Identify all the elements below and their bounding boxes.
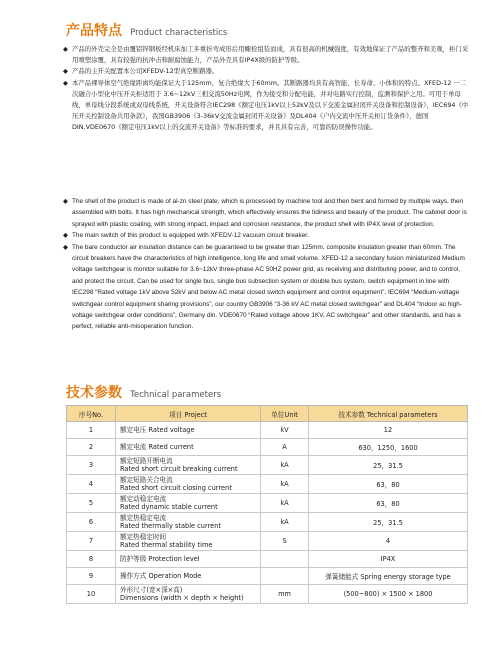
characteristics-list-cn xyxy=(63,44,469,134)
list-item xyxy=(63,242,469,333)
cell-project xyxy=(116,551,261,568)
table-row xyxy=(67,494,468,513)
cell-project xyxy=(116,585,261,604)
list-item xyxy=(63,196,469,230)
cell-project xyxy=(116,568,261,585)
table-row xyxy=(67,568,468,585)
table-row xyxy=(67,475,468,494)
table-row xyxy=(67,513,468,532)
cell-unit: kA xyxy=(261,456,309,475)
cell-no: 4 xyxy=(67,475,116,494)
project-cn: 额定热稳定时间 xyxy=(120,532,167,541)
project-cn: 额定电流 Rated current xyxy=(120,442,194,451)
project-en: Rated dynamic stable current xyxy=(120,503,218,511)
technical-parameters-table xyxy=(66,405,468,604)
cell-unit: S xyxy=(261,532,309,551)
bullet-text: The shell of the product is made of al-zn steel plate, which is processed by machine tool and then bent and formed by multiple ways, then assembled with bolts. It has high mechanical strength, which effectively ensures the tidiness and beauty of the product. The cabinet door is sprayed with plastic coating, with strong impact, impact and corrosion resistance, the product shell with IP4X level of protection. xyxy=(72,198,467,228)
diamond-bullet-icon: ◆ xyxy=(63,232,68,240)
list-item xyxy=(63,230,469,241)
project-cn: 额定短路开断电流 xyxy=(120,456,173,465)
header-params: 技术参数 Technical parameters xyxy=(309,406,468,422)
diamond-bullet-icon: ◆ xyxy=(63,243,68,251)
header-unit: 单位Unit xyxy=(261,406,309,422)
table-row xyxy=(67,456,468,475)
cell-no: 8 xyxy=(67,551,116,568)
diamond-bullet-icon: ◆ xyxy=(63,67,68,76)
cell-project xyxy=(116,456,261,475)
heading-cn: 产品特点 xyxy=(66,23,122,39)
header-no: 序号No. xyxy=(67,406,116,422)
cell-value: 63，80 xyxy=(309,475,468,494)
project-cn: 操作方式 Operation Mode xyxy=(120,571,202,580)
project-cn: 额定短路关合电流 xyxy=(120,475,173,484)
bullet-text: 本产品裸导体空气绝缘距离均能保证大于125mm，复合绝缘大于60mm。其断路器均具有高智能、长寿命、小体积的特点。XFED-12 一二次融合小型化中压开关柜适用于 3.6~12kV三相交流50Hz电网，作为接受和分配电能，并对电路实行控制，监测和保护之用。可用于单母线，单母线分段系统或双母线系统，开关设备符合IEC298《额定电压1kV以上52kV及以下交流金属封闭开关设备和控制设备》，IEC694《中压开关控制设备共用条款》，我国GB3906《3-36kV交流金属封闭开关设备》及DL404《户内交流中压开关柜订货条件》，德国DIN.VDE0670《额定电压1kV以上的交流开关设备》等标准的要求，并且具有完善，可靠的防误操作功能。 xyxy=(72,78,469,132)
project-en: Rated short circuit breaking current xyxy=(120,465,238,473)
cell-project xyxy=(116,422,261,439)
heading-en: Product characteristics xyxy=(130,28,228,38)
cell-no: 9 xyxy=(67,568,116,585)
cell-unit: kA xyxy=(261,513,309,532)
project-en: Rated short circuit closing current xyxy=(120,484,232,492)
list-item xyxy=(63,66,469,77)
cell-no: 7 xyxy=(67,532,116,551)
cell-value: (500~800) × 1500 × 1800 xyxy=(309,585,468,604)
bullet-text: The main switch of this product is equipped with XFEDV-12 vacuum circuit breaker. xyxy=(72,232,309,240)
cell-no: 2 xyxy=(67,439,116,456)
cell-project xyxy=(116,494,261,513)
cell-unit xyxy=(261,551,309,568)
cell-value: 12 xyxy=(309,422,468,439)
project-en: Rated thermal stability time xyxy=(120,541,213,549)
cell-no: 10 xyxy=(67,585,116,604)
cell-unit xyxy=(261,568,309,585)
cell-value: 25，31.5 xyxy=(309,513,468,532)
cell-project xyxy=(116,439,261,456)
cell-unit: mm xyxy=(261,585,309,604)
list-item xyxy=(63,78,469,134)
bullet-text: The bare conductor air insulation distance can be guaranteed to be greater than 125mm, composite insulation greater than 60mm. The circuit breakers have the characteristics of high intelligence, long life and small volume. XFED-12 a secondary fusion miniaturized Medium voltage switchgear is monitor suitable for 3.6~12kV three-phase AC 50HZ power grid, as receiving and distributing power, and to control, and protect the circuit. Can be used for single bus, single bus subsection system or double bus system, switch equipment in line with IEC298 “Rated voltage 1kV above 52kV and below AC metal closed switch equipment and control equipment”, IEC694 “Medium-voltage switchgear control equipment sharing provisions”, our country GB3906 “3-36 kV AC metal closed switchgear” and DL404 “Indoor ac high-voltage switchgear order conditions”, Germany din. VDE0670 “Rated voltage above 1KV, AC switchgear” and other standards, and has a perfect, reliable anti-misoperation function. xyxy=(72,243,465,331)
project-en: Dimensions (width × depth × height) xyxy=(120,594,244,602)
characteristics-list-en xyxy=(63,196,469,333)
cell-project xyxy=(116,513,261,532)
project-en: Rated thermally stable current xyxy=(120,522,221,530)
heading-cn: 技术参数 xyxy=(66,385,122,401)
cell-value: 630，1250，1600 xyxy=(309,439,468,456)
list-item xyxy=(63,44,469,66)
cell-value: 25，31.5 xyxy=(309,456,468,475)
project-cn: 额定热稳定电流 xyxy=(120,513,167,522)
project-cn: 额定电压 Rated voltage xyxy=(120,425,195,434)
project-cn: 额定动稳定电流 xyxy=(120,494,167,503)
diamond-bullet-icon: ◆ xyxy=(63,198,68,205)
table-row xyxy=(67,422,468,439)
table-row xyxy=(67,532,468,551)
diamond-bullet-icon: ◆ xyxy=(63,78,68,87)
bullet-text: 产品的主开关配置本公司XFEDV-12型真空断路器。 xyxy=(72,67,219,76)
header-project: 项目 Project xyxy=(116,406,261,422)
cell-value: 4 xyxy=(309,532,468,551)
diamond-bullet-icon: ◆ xyxy=(63,45,68,53)
table-row xyxy=(67,551,468,568)
product-characteristics-heading xyxy=(66,20,227,40)
heading-en: Technical parameters xyxy=(130,390,222,400)
cell-value: 63，80 xyxy=(309,494,468,513)
bullet-text: 产品的外壳完全是由覆铝锌钢板经机床加工多重折弯成形后用螺栓组装而成，具有很高的机械强度，有效地保证了产品的整齐和美观，柜门采用喷塑涂覆，具有较强的抗冲击和耐腐蚀能力，产品外壳具有IP4X级的防护等级。 xyxy=(72,45,469,65)
project-cn: 外形尺寸(宽×深×高) xyxy=(120,585,183,594)
cell-unit: A xyxy=(261,439,309,456)
cell-no: 6 xyxy=(67,513,116,532)
cell-no: 1 xyxy=(67,422,116,439)
cell-unit: kA xyxy=(261,494,309,513)
table-row xyxy=(67,585,468,604)
table-header-row xyxy=(67,406,468,422)
project-cn: 防护等级 Protection level xyxy=(120,554,200,563)
table-row xyxy=(67,439,468,456)
cell-value: 弹簧储能式 Spring energy storage type xyxy=(309,568,468,585)
cell-no: 3 xyxy=(67,456,116,475)
cell-unit: kA xyxy=(261,475,309,494)
cell-project xyxy=(116,475,261,494)
cell-value: IP4X xyxy=(309,551,468,568)
cell-unit: kV xyxy=(261,422,309,439)
cell-no: 5 xyxy=(67,494,116,513)
cell-project xyxy=(116,532,261,551)
technical-parameters-heading xyxy=(66,382,221,402)
